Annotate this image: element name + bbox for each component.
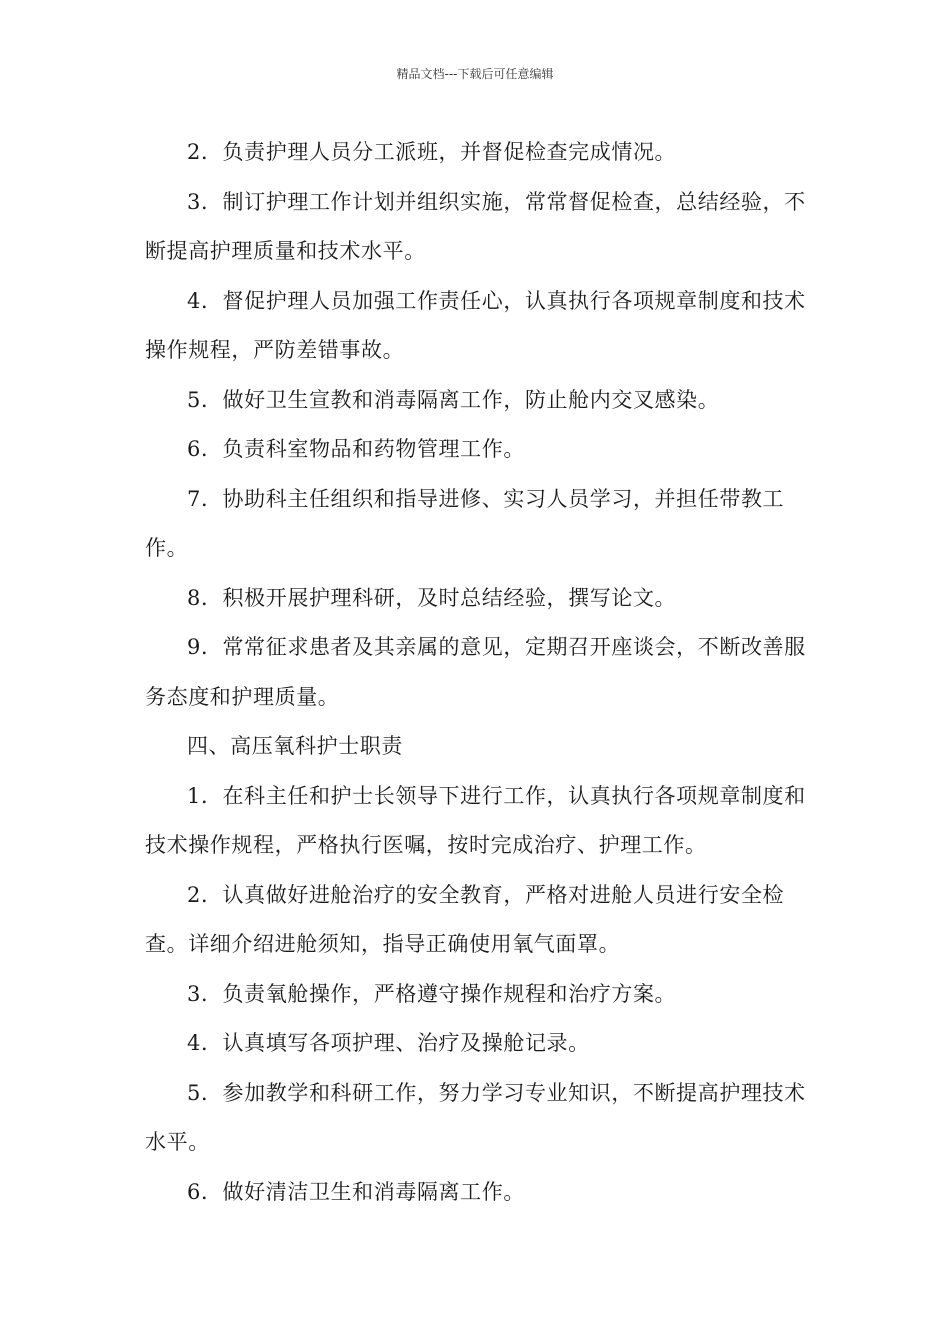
paragraph-nurse-duty-2: 2．认真做好进舱治疗的安全教育，严格对进舱人员进行安全检查。详细介绍进舱须知，指导正确使用氧气面罩。 <box>145 882 785 956</box>
paragraph-nurse-duty-5: 5．参加教学和科研工作，努力学习专业知识，不断提高护理技术水平。 <box>145 1080 806 1154</box>
paragraph-nurse-duty-4: 4．认真填写各项护理、治疗及操舱记录。 <box>187 1031 590 1055</box>
document-body <box>145 128 809 1217</box>
paragraph-duty-8: 8．积极开展护理科研，及时总结经验，撰写论文。 <box>187 585 677 610</box>
paragraph-nurse-duty-6: 6．做好清洁卫生和消毒隔离工作。 <box>187 1179 525 1204</box>
paragraph-duty-9: 9．常常征求患者及其亲属的意见，定期召开座谈会，不断改善服务态度和护理质量。 <box>145 635 806 709</box>
section-heading: 四、高压氧科护士职责 <box>187 734 403 758</box>
paragraph-nurse-duty-3: 3．负责氧舱操作，严格遵守操作规程和治疗方案。 <box>187 981 677 1006</box>
paragraph-duty-3: 3．制订护理工作计划并组织实施，常常督促检查，总结经验，不断提高护理质量和技术水平。 <box>145 189 806 263</box>
paragraph-duty-2: 2．负责护理人员分工派班，并督促检查完成情况。 <box>187 140 677 164</box>
paragraph-duty-4: 4．督促护理人员加强工作责任心，认真执行各项规章制度和技术操作规程，严防差错事故。 <box>145 288 806 362</box>
paragraph-duty-7: 7．协助科主任组织和指导进修、实习人员学习，并担任带教工作。 <box>145 486 785 560</box>
paragraph-duty-5: 5．做好卫生宣教和消毒隔离工作，防止舱内交叉感染。 <box>187 387 720 412</box>
page-header: 精品文档---下载后可任意编辑 <box>396 67 554 81</box>
paragraph-duty-6: 6．负责科室物品和药物管理工作。 <box>187 437 525 461</box>
paragraph-nurse-duty-1: 1．在科主任和护士长领导下进行工作，认真执行各项规章制度和技术操作规程，严格执行医嘱，按时完成治疗、护理工作。 <box>145 783 806 857</box>
